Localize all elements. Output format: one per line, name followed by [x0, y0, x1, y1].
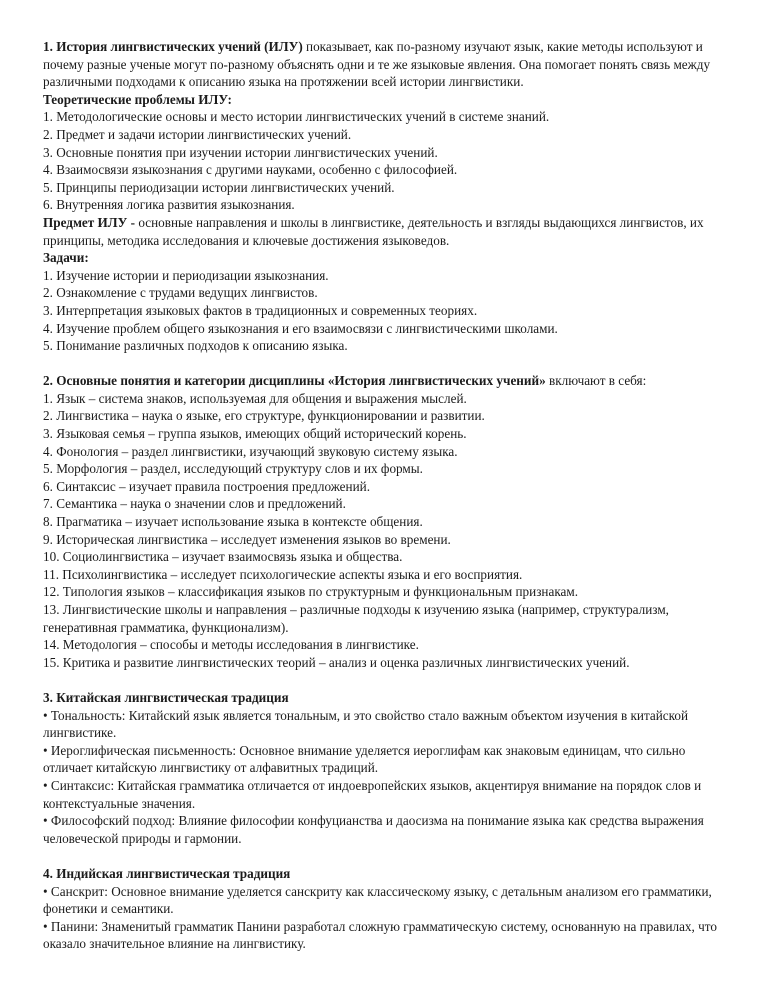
text-paragraph	[43, 38, 720, 91]
paragraph-rest: основные направления и школы в лингвистике, деятельность и взгляды выдающихся лингвистов, их принципы, методика исследования и ключевые достижения языковедов.	[43, 214, 704, 248]
section-heading: 4. Индийская лингвистическая традиция	[43, 865, 291, 881]
text-paragraph: 3. Основные понятия при изучении истории лингвистических учений.	[43, 144, 438, 160]
paragraph-lead-bold: 2. Основные понятия и категории дисциплины «История лингвистических учений»	[43, 373, 546, 389]
paragraph-rest: включают в себя:	[545, 373, 647, 389]
text-paragraph	[43, 372, 720, 390]
text-paragraph: 12. Типология языков – классификация языков по структурным и функциональным признакам.	[43, 584, 579, 600]
text-paragraph: 13. Лингвистические школы и направления – различные подходы к изучению языка (например, структурализм, генеративная грамматика, функционализм).	[43, 602, 669, 635]
text-paragraph: 2. Лингвистика – наука о языке, его структуре, функционировании и развитии.	[43, 408, 485, 424]
text-paragraph: • Иероглифическая письменность: Основное внимание уделяется иероглифам как знаковым единицам, что сильно отличает китайскую лингвистику от алфавитных традиций.	[43, 742, 686, 776]
text-paragraph: • Панини: Знаменитый грамматик Панини разработал сложную грамматическую систему, основанную на правилах, что оказало значительное влияние на лингвистику.	[43, 918, 717, 952]
text-paragraph: 11. Психолингвистика – исследует психологические аспекты языка и его восприятия.	[43, 566, 523, 582]
text-paragraph: • Философский подход: Влияние философии конфуцианства и даосизма на понимание языка как средства выражения человеческой природы и гармонии.	[43, 813, 704, 846]
text-paragraph: 7. Семантика – наука о значении слов и предложений.	[43, 496, 346, 512]
text-paragraph: 5. Принципы периодизации истории лингвистических учений.	[43, 179, 395, 195]
text-paragraph: 4. Фонология – раздел лингвистики, изучающий звуковую систему языка.	[43, 443, 458, 459]
text-paragraph: 4. Изучение проблем общего языкознания и его взаимосвязи с лингвистическими школами.	[43, 320, 558, 336]
text-paragraph: 8. Прагматика – изучает использование языка в контексте общения.	[43, 514, 423, 530]
paragraph-spacer	[43, 671, 720, 689]
text-paragraph	[43, 214, 720, 249]
text-paragraph: 3. Языковая семья – группа языков, имеющих общий исторический корень.	[43, 426, 467, 442]
text-paragraph: 2. Предмет и задачи истории лингвистических учений.	[43, 126, 352, 142]
paragraph-spacer	[43, 847, 720, 865]
text-paragraph: 2. Ознакомление с трудами ведущих лингвистов.	[43, 285, 318, 301]
section-heading: Задачи:	[43, 250, 89, 266]
text-paragraph: 5. Морфология – раздел, исследующий структуру слов и их формы.	[43, 461, 423, 477]
document-body	[43, 38, 720, 953]
paragraph-lead-bold: 1. История лингвистических учений (ИЛУ)	[43, 39, 303, 54]
section-heading: Теоретические проблемы ИЛУ:	[43, 91, 232, 107]
text-paragraph: 6. Синтаксис – изучает правила построения предложений.	[43, 478, 370, 494]
text-paragraph: 15. Критика и развитие лингвистических теорий – анализ и оценка различных лингвистических учений.	[43, 654, 630, 670]
text-paragraph: 5. Понимание различных подходов к описанию языка.	[43, 338, 348, 354]
text-paragraph: 6. Внутренняя логика развития языкознания.	[43, 197, 295, 213]
paragraph-rest: показывает, как по-разному изучают язык, какие методы используют и почему разные ученые могут по-разному объяснять одни и те же языковые явления. Она помогает понять связь между различными подходами к описанию языка на протяжении всей истории лингвистики.	[43, 39, 711, 90]
text-paragraph: • Синтаксис: Китайская грамматика отличается от индоевропейских языков, акцентируя внимание на порядок слов и контекстуальные значения.	[43, 777, 702, 811]
text-paragraph: 3. Интерпретация языковых фактов в традиционных и современных теориях.	[43, 302, 478, 318]
text-paragraph: • Санскрит: Основное внимание уделяется санскриту как классическому языку, с детальным анализом его грамматики, фонетики и семантики.	[43, 883, 712, 917]
text-paragraph: 1. Изучение истории и периодизации языкознания.	[43, 267, 329, 283]
text-paragraph: 4. Взаимосвязи языкознания с другими науками, особенно с философией.	[43, 162, 458, 178]
section-heading: 3. Китайская лингвистическая традиция	[43, 689, 289, 705]
text-paragraph: 1. Язык – система знаков, используемая для общения и выражения мыслей.	[43, 390, 467, 406]
paragraph-spacer	[43, 355, 720, 373]
text-paragraph: • Тональность: Китайский язык является тональным, и это свойство стало важным объектом изучения в китайской лингвистике.	[43, 707, 689, 741]
text-paragraph: 1. Методологические основы и место истории лингвистических учений в системе знаний.	[43, 109, 550, 125]
paragraph-lead-bold: Предмет ИЛУ -	[43, 214, 136, 230]
text-paragraph: 14. Методология – способы и методы исследования в лингвистике.	[43, 637, 419, 653]
text-paragraph: 10. Социолингвистика – изучает взаимосвязь языка и общества.	[43, 549, 403, 565]
text-paragraph: 9. Историческая лингвистика – исследует изменения языков во времени.	[43, 531, 451, 547]
